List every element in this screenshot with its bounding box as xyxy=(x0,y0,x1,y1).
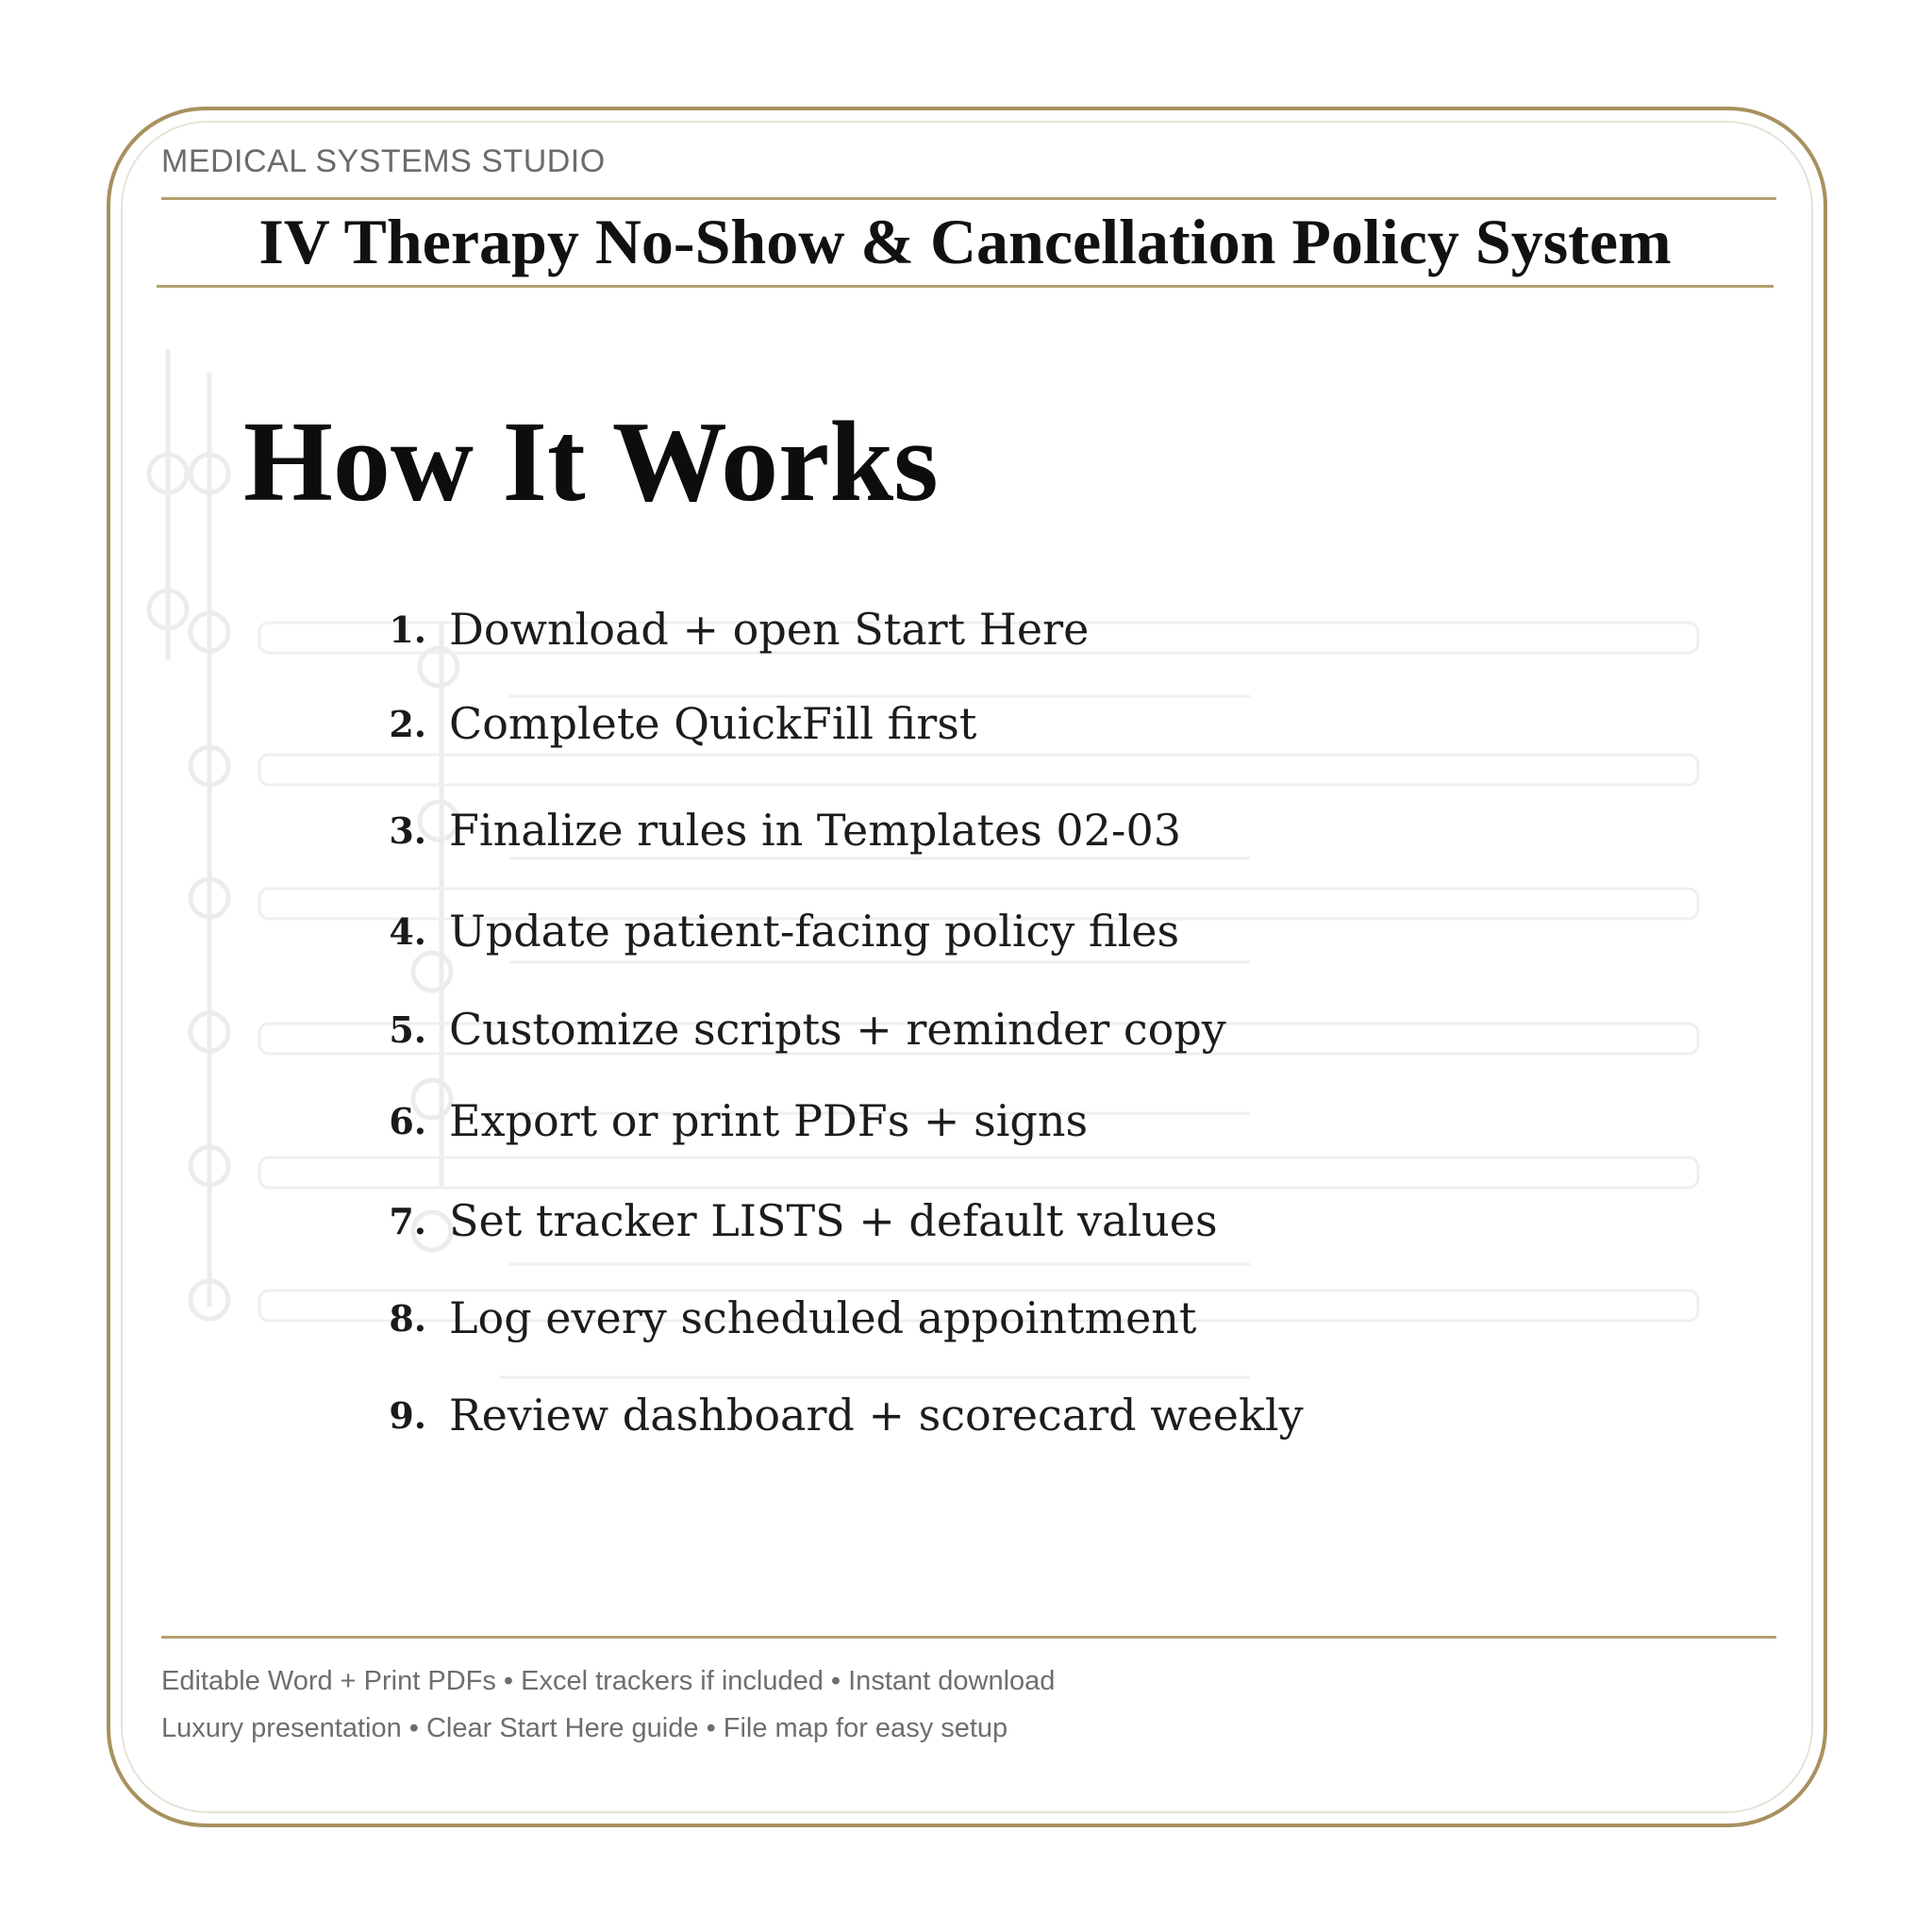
step-text: Review dashboard + scorecard weekly xyxy=(449,1390,1304,1441)
step-text: Download + open Start Here xyxy=(449,604,1090,655)
step-number: 2. xyxy=(389,702,426,745)
step-item xyxy=(368,898,1179,964)
brand-label: MEDICAL SYSTEMS STUDIO xyxy=(161,143,606,179)
step-number: 8. xyxy=(389,1296,426,1340)
header-divider-bottom xyxy=(157,285,1774,288)
step-number: 5. xyxy=(389,1008,426,1051)
step-text: Complete QuickFill first xyxy=(449,698,977,749)
step-item xyxy=(368,1088,1088,1154)
footer-features-line-1: Editable Word + Print PDFs • Excel trackers if included • Instant download xyxy=(161,1666,1056,1696)
step-number: 6. xyxy=(389,1099,426,1142)
document-title: IV Therapy No-Show & Cancellation Policy System xyxy=(258,206,1672,277)
step-number: 9. xyxy=(389,1393,426,1437)
step-text: Finalize rules in Templates 02-03 xyxy=(449,805,1182,856)
step-item xyxy=(368,797,1181,863)
footer-features-line-2: Luxury presentation • Clear Start Here guide • File map for easy setup xyxy=(161,1713,1008,1743)
step-text: Customize scripts + reminder copy xyxy=(449,1004,1226,1055)
step-item xyxy=(368,1188,1218,1254)
step-text: Update patient-facing policy files xyxy=(449,906,1180,957)
step-text: Export or print PDFs + signs xyxy=(449,1095,1089,1146)
step-item xyxy=(368,996,1226,1062)
step-item xyxy=(368,1285,1196,1351)
step-item xyxy=(368,691,976,757)
footer-divider xyxy=(161,1636,1776,1639)
step-item xyxy=(368,596,1089,662)
step-number: 3. xyxy=(389,808,426,852)
step-text: Log every scheduled appointment xyxy=(449,1292,1197,1343)
step-text: Set tracker LISTS + default values xyxy=(449,1195,1218,1246)
step-item xyxy=(368,1382,1304,1448)
step-number: 1. xyxy=(389,608,426,651)
step-number: 4. xyxy=(389,909,426,953)
step-number: 7. xyxy=(389,1199,426,1242)
section-title: How It Works xyxy=(243,398,939,525)
